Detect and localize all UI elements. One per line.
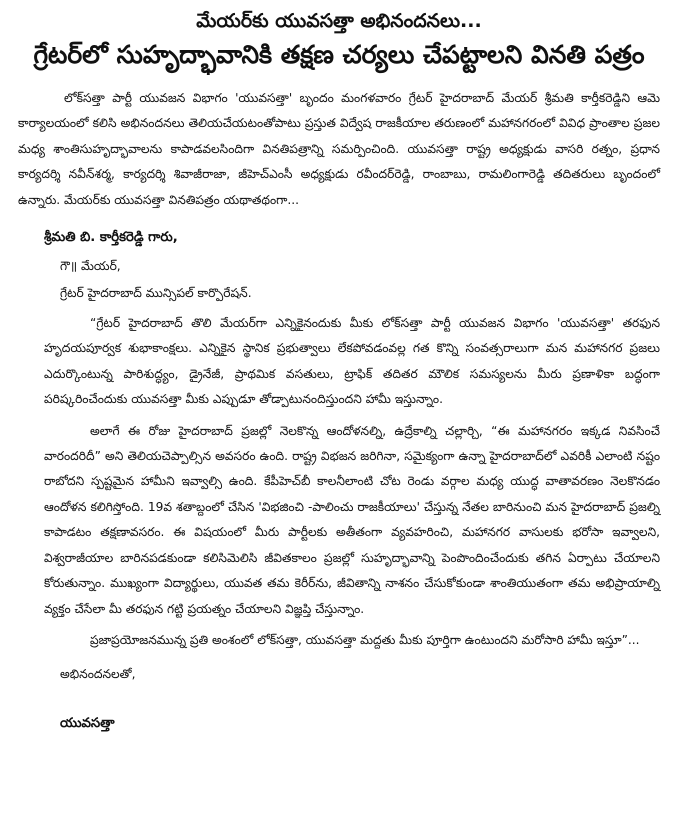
letter-paragraph: ప్రజాప్రయోజనమున్న ప్రతి అంశంలో లోక్‌సత్తా, యువసత్తా మద్దతు మీకు పూర్తిగా ఉంటుందని మరోసారి హామీ ఇస్తూ”... — [90, 632, 640, 647]
letter-paragraph: “గ్రేటర్ హైదరాబాద్ తొలి మేయర్‌గా ఎన్నికైనందుకు మీకు లోక్‌సత్తా పార్టీ యువజన విభాగం 'యువసత్తా' తరఫున హృదయపూర్వక శుభాకాంక్షలు. ఎన్నికైన స్థానిక ప్రభుత్వాలు లేకపోవడంవల్ల గత కొన్ని సంవత్సరాలుగా మన మహానగర ప్రజలు ఎదుర్కొంటున్న పారిశుద్ధ్యం, డ్రైనేజీ, ప్రాథమిక వసతులు, ట్రాఫిక్ తదితర మౌలిక సమస్యలను మీరు ప్రణాళికా బద్ధంగా పరిష్కరించేందుకు యువసత్తా మీకు ఎప్పుడూ తోడ్పాటునందిస్తుందని హామీ ఇస్తున్నాం. — [44, 316, 660, 407]
address-line: గ్రేటర్ హైదరాబాద్ మున్సిపల్ కార్పొరేషన్. — [60, 286, 252, 301]
document-title: గ్రేటర్‌లో సుహృద్భావానికి తక్షణ చర్యలు చేపట్టాలని వినతి పత్రం — [33, 40, 645, 69]
address-line: గౌ॥ మేయర్, — [60, 259, 121, 274]
intro-paragraph: లోక్‌సత్తా పార్టీ యువజన విభాగం 'యువసత్తా' బృందం మంగళవారం గ్రేటర్ హైదరాబాద్ మేయర్ శ్రీమతి కార్తీకరెడ్డిని ఆమె కార్యాలయంలో కలిసి అభినందనలు తెలియచేయటంతోపాటు ప్రస్తుత విద్వేష రాజకీయాల తరుణంలో మహానగరంలో వివిధ ప్రాంతాల ప్రజల మధ్య శాంతిసుహృద్భావాలను కాపాడవలసిందిగా వినతిపత్రాన్ని సమర్పించింది. యువసత్తా రాష్ట్ర అధ్యక్షుడు వాసరి రత్నం, ప్రధాన కార్యదర్శి నవీన్‌శర్మ, కార్యదర్శి శివాజీరాజా, జీహెచ్ఎంసీ అధ్యక్షుడు రవీందర్‌రెడ్డి, రాంబాబు, రామలింగారెడ్డి తదితరులు బృందంలో ఉన్నారు. మేయర్‌కు యువసత్తా వినతిపత్రం యథాతథంగా... — [18, 91, 660, 207]
letter-signature: యువసత్తా — [60, 716, 115, 732]
letter-address-block — [18, 223, 660, 307]
letter-addressee: శ్రీమతి బి. కార్తీకరెడ్డి గారు, — [44, 230, 178, 246]
letter-closing: అభినందనలతో, — [60, 667, 136, 682]
document-subtitle: మేయర్‌కు యువసత్తా అభినందనలు... — [196, 10, 482, 32]
letter-paragraph: అలాగే ఈ రోజు హైదరాబాద్ ప్రజల్లో నెలకొన్న ఆందోళనల్ని, ఉద్రేకాల్ని చల్లార్చి, “ఈ మహానగరం ఇక్కడ నివసించే వారందరిదీ” అని తెలియచెప్పాల్సిన అవసరం ఉంది. రాష్ట్ర విభజన జరిగినా, సమైక్యంగా ఉన్నా హైదరాబాద్‌లో ఎవరికీ ఎలాంటి నష్టం రాబోదని స్పష్టమైన హామీని ఇవ్వాల్సి ఉంది. కేపీహెచ్‌బీ కాలనీలాంటి చోట రెండు వర్గాల మధ్య యుద్ధ వాతావరణం నెలకొనడం ఆందోళన కలిగిస్తోంది. 19వ శతాబ్దంలో చేసిన 'విభజించి -పాలించు రాజకీయాలు' చేస్తున్న నేతల బారినుంచి మన హైదరాబాద్ ప్రజల్ని కాపాడటం తక్షణావసరం. ఈ విషయంలో మీరు పార్టీలకు అతీతంగా వ్యవహరించి, మహానగర వాసులకు భరోసా ఇవ్వాలని, విశ్వరాజీయాల బారినపడకుండా కలిసిమెలిసి జీవితకాలం ప్రజల్లో సుహృద్భావాన్ని పెంపొందించేందుకు తగిన ఏర్పాటు చేయాలని కోరుతున్నాం. ముఖ్యంగా విద్యార్థులు, యువత తమ కెరీర్‌ను, జీవితాన్ని నాశనం చేసుకోకుండా శాంతియుతంగా తమ అభిప్రాయాల్ని వ్యక్తం చేసేలా మీ తరఫున గట్టి ప్రయత్నం చేయాలని విజ్ఞప్తి చేస్తున్నాం. — [44, 423, 660, 616]
